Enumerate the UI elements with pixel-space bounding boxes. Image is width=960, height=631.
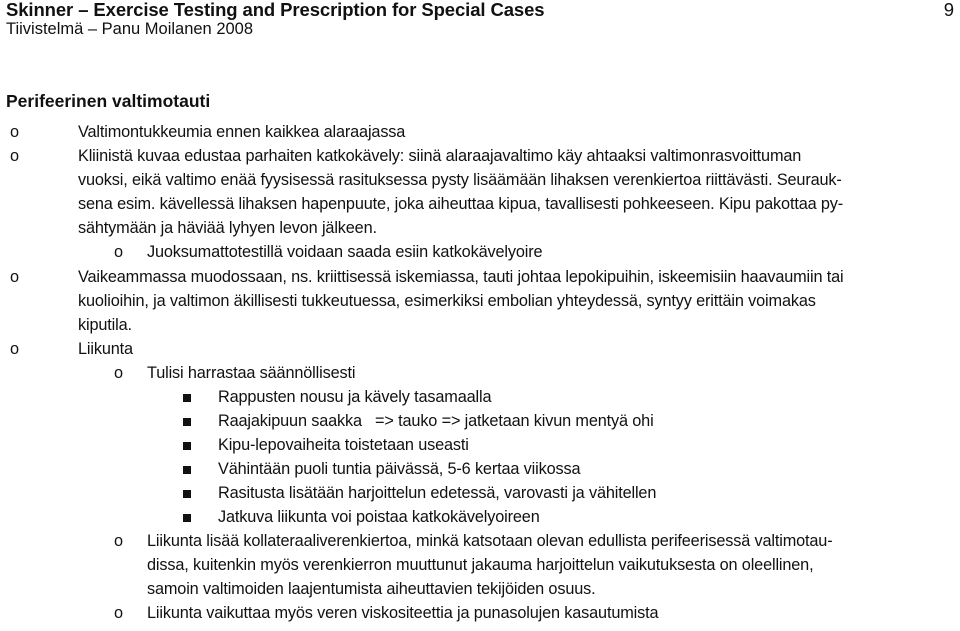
- sub-sub-list-item: Rappusten nousu ja kävely tasamaalla: [218, 388, 492, 406]
- sub-list-item: Liikunta vaikuttaa myös veren viskositeettia ja punasolujen kasautumista: [147, 604, 659, 622]
- list-item-line: Vaikeammassa muodossaan, ns. kriittisessä iskemiassa, tauti johtaa lepokipuihin, iskeemisiin haavaumiin tai: [78, 268, 844, 286]
- square-bullet-icon: [183, 394, 191, 402]
- sub-sub-list-item: Vähintään puoli tuntia päivässä, 5-6 kertaa viikossa: [218, 460, 581, 478]
- bullet-marker: o: [10, 340, 20, 358]
- list-item-line: kuolioihin, ja valtimon äkillisesti tukkeutuessa, esimerkiksi embolian yhteydessä, syntyy erittäin voimakas: [78, 292, 816, 310]
- sub-list-item-line: Liikunta lisää kollateraaliverenkiertoa, minkä katsotaan olevan edullista perifeerisessä valtimotau-: [147, 532, 833, 550]
- sub-list-item: Tulisi harrastaa säännöllisesti: [147, 364, 356, 382]
- sub-bullet-marker: o: [114, 532, 124, 550]
- list-item: Liikunta: [78, 340, 133, 358]
- sub-list-item: Juoksumattotestillä voidaan saada esiin katkokävelyoire: [147, 243, 543, 261]
- sub-bullet-marker: o: [114, 604, 124, 622]
- bullet-marker: o: [10, 147, 20, 165]
- document-title: Skinner – Exercise Testing and Prescription for Special Cases: [6, 0, 545, 20]
- sub-list-item-line: dissa, kuitenkin myös verenkierron muuttunut jakauma harjoittelun vaikutuksesta on oleellinen,: [147, 556, 814, 574]
- square-bullet-icon: [183, 490, 191, 498]
- list-item-line: sähtymään ja häviää lyhyen levon jälkeen.: [78, 219, 377, 237]
- sub-bullet-marker: o: [114, 243, 124, 261]
- sub-sub-list-item: Jatkuva liikunta voi poistaa katkokävelyoireen: [218, 508, 540, 526]
- document-subtitle: Tiivistelmä – Panu Moilanen 2008: [6, 20, 254, 38]
- page-number: 9: [943, 0, 954, 20]
- square-bullet-icon: [183, 418, 191, 426]
- bullet-marker: o: [10, 268, 20, 286]
- bullet-marker: o: [10, 123, 20, 141]
- sub-sub-list-item: Rasitusta lisätään harjoittelun edetessä, varovasti ja vähitellen: [218, 484, 657, 502]
- list-item-line: vuoksi, eikä valtimo enää fyysisessä rasituksessa pysty lisäämään lihaksen verenkiertoa riittävästi. Seurauk-: [78, 171, 842, 189]
- list-item-line: Kliinistä kuvaa edustaa parhaiten katkokävely: siinä alaraajavaltimo käy ahtaaksi valtimonrasvoittuman: [78, 147, 802, 165]
- square-bullet-icon: [183, 514, 191, 522]
- list-item-line: sena esim. kävellessä lihaksen hapenpuute, joka aiheuttaa kipua, tavallisesti pohkeeseen. Kipu pakottaa py-: [78, 195, 844, 213]
- list-item: Valtimontukkeumia ennen kaikkea alaraajassa: [78, 123, 406, 141]
- square-bullet-icon: [183, 466, 191, 474]
- sub-sub-list-item: Raajakipuun saakka => tauko => jatketaan kivun mentyä ohi: [218, 412, 654, 430]
- section-heading: Perifeerinen valtimotauti: [6, 91, 211, 111]
- list-item-line: kiputila.: [78, 316, 132, 334]
- square-bullet-icon: [183, 442, 191, 450]
- sub-bullet-marker: o: [114, 364, 124, 382]
- sub-sub-list-item: Kipu-lepovaiheita toistetaan useasti: [218, 436, 469, 454]
- sub-list-item-line: samoin valtimoiden laajentumista aiheuttavien tekijöiden osuus.: [147, 580, 596, 598]
